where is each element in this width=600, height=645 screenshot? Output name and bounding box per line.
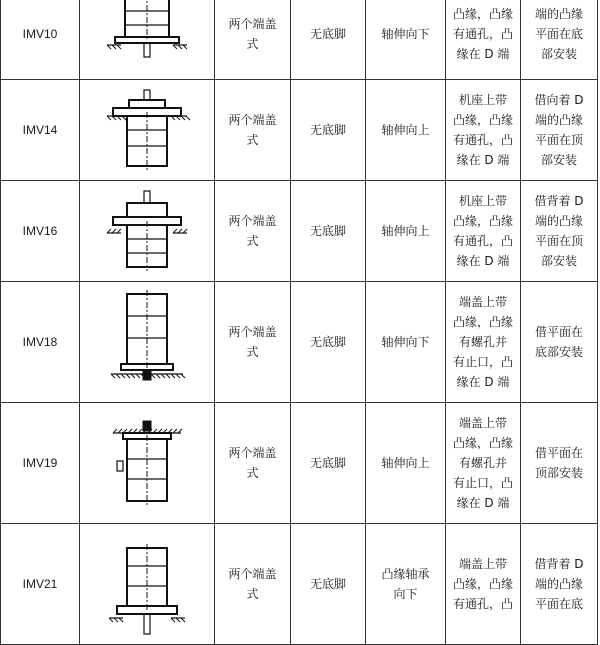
feet-cell: 无底脚 [291, 524, 366, 645]
cover-text-line: 两个端盖 [228, 17, 277, 31]
table-row [1, 403, 598, 524]
type-code-cell: IMV16 [1, 181, 80, 282]
vertical-motor-base-top-icon [80, 403, 214, 523]
shaft-direction-cell [366, 181, 446, 282]
mounting-text-line: 平面在顶 [534, 133, 583, 147]
type-code-cell: IMV10 [1, 0, 80, 80]
flange-text-line: 缘在 D 端 [456, 375, 510, 389]
shaft-direction-cell [366, 80, 446, 181]
mounting-cell [521, 0, 598, 80]
diagram-cell [80, 524, 215, 645]
cover-text-line: 式 [246, 133, 259, 147]
table-row [1, 524, 598, 645]
vertical-motor-flange-bottom-bearing-icon [80, 524, 214, 644]
type-code-cell: IMV14 [1, 80, 80, 181]
end-cover-cell [215, 282, 291, 403]
feet-cell: 无底脚 [291, 0, 366, 80]
mounting-text-line: 端的凸缘 [534, 7, 583, 21]
flange-text-line: 凸缘，凸缘 [452, 214, 513, 228]
mounting-cell [521, 80, 598, 181]
flange-text-line: 凸缘，凸缘 [452, 436, 513, 450]
flange-cell [446, 80, 521, 181]
end-cover-cell [215, 181, 291, 282]
mounting-cell [521, 181, 598, 282]
flange-text-line: 缘在 D 端 [456, 47, 510, 61]
flange-text-line: 凸缘，凸缘 [452, 577, 513, 591]
type-code-cell: IMV21 [1, 524, 80, 645]
mounting-text-line: 平面在底 [534, 597, 583, 611]
flange-text-line: 端盖上带 [458, 557, 507, 571]
flange-cell [446, 403, 521, 524]
shaft-text-line: 凸缘轴承 [381, 567, 430, 581]
flange-text-line: 凸缘，凸缘 [452, 7, 513, 21]
shaft-text-line: 轴伸向下 [381, 335, 430, 349]
type-code-cell: IMV19 [1, 403, 80, 524]
cover-text-line: 式 [246, 466, 259, 480]
flange-text-line: 有螺孔并 [458, 335, 507, 349]
flange-text-line: 缘在 D 端 [456, 153, 510, 167]
flange-text-line: 机座上带 [458, 194, 507, 208]
cover-text-line: 两个端盖 [228, 446, 277, 460]
feet-cell: 无底脚 [291, 403, 366, 524]
shaft-direction-cell [366, 403, 446, 524]
table-row [1, 282, 598, 403]
end-cover-cell [215, 403, 291, 524]
mounting-text-line: 借背着 D [534, 194, 584, 208]
vertical-motor-flange-middle-icon [80, 181, 214, 281]
shaft-text-line: 轴伸向上 [381, 456, 430, 470]
cover-text-line: 式 [246, 587, 259, 601]
mounting-text-line: 部安装 [540, 254, 577, 268]
mounting-text-line: 端的凸缘 [534, 214, 583, 228]
flange-text-line: 端盖上带 [458, 295, 507, 309]
end-cover-cell [215, 80, 291, 181]
shaft-direction-cell [366, 0, 446, 80]
end-cover-cell [215, 524, 291, 645]
flange-text-line: 缘在 D 端 [456, 496, 510, 510]
mounting-text-line: 端的凸缘 [534, 577, 583, 591]
table-row [1, 80, 598, 181]
diagram-cell [80, 0, 215, 80]
mounting-text-line: 平面在底 [534, 27, 583, 41]
flange-text-line: 有止口，凸 [452, 355, 513, 369]
cover-text-line: 式 [246, 234, 259, 248]
diagram-cell [80, 282, 215, 403]
shaft-direction-cell [366, 524, 446, 645]
flange-text-line: 凸缘，凸缘 [452, 315, 513, 329]
mounting-cell [521, 282, 598, 403]
shaft-text-line: 轴伸向下 [381, 27, 430, 41]
feet-cell: 无底脚 [291, 181, 366, 282]
end-cover-cell [215, 0, 291, 80]
mounting-text-line: 借背着 D [534, 557, 584, 571]
mounting-text-line: 借平面在 [534, 446, 583, 460]
flange-text-line: 凸缘，凸缘 [452, 113, 513, 127]
table-row [1, 181, 598, 282]
vertical-motor-flange-bottom-icon [80, 0, 214, 79]
diagram-cell [80, 181, 215, 282]
flange-text-line: 有通孔，凸 [452, 234, 513, 248]
mounting-text-line: 部安装 [540, 47, 577, 61]
flange-cell [446, 282, 521, 403]
mounting-text-line: 部安装 [540, 153, 577, 167]
flange-text-line: 有通孔，凸 [452, 597, 513, 611]
shaft-direction-cell [366, 282, 446, 403]
cover-text-line: 式 [246, 345, 259, 359]
flange-text-line: 有通孔，凸 [452, 133, 513, 147]
flange-cell [446, 0, 521, 80]
cover-text-line: 式 [246, 37, 259, 51]
shaft-text-line: 轴伸向上 [381, 123, 430, 137]
mounting-text-line: 平面在顶 [534, 234, 583, 248]
mounting-text-line: 端的凸缘 [534, 113, 583, 127]
flange-cell [446, 524, 521, 645]
vertical-motor-flange-top-icon [80, 80, 214, 180]
cover-text-line: 两个端盖 [228, 567, 277, 581]
cover-text-line: 两个端盖 [228, 214, 277, 228]
flange-text-line: 有螺孔并 [458, 456, 507, 470]
table-row [1, 0, 598, 80]
shaft-text-line: 向下 [393, 587, 418, 601]
flange-text-line: 机座上带 [458, 93, 507, 107]
mounting-text-line: 借平面在 [534, 325, 583, 339]
diagram-cell [80, 80, 215, 181]
diagram-cell [80, 403, 215, 524]
mounting-text-line: 借向着 D [534, 93, 584, 107]
feet-cell: 无底脚 [291, 80, 366, 181]
cover-text-line: 两个端盖 [228, 113, 277, 127]
mounting-cell [521, 403, 598, 524]
shaft-text-line: 轴伸向上 [381, 224, 430, 238]
vertical-motor-base-bottom-icon [80, 282, 214, 402]
flange-text-line: 缘在 D 端 [456, 254, 510, 268]
mounting-text-line: 底部安装 [534, 345, 583, 359]
type-code-cell: IMV18 [1, 282, 80, 403]
feet-cell: 无底脚 [291, 282, 366, 403]
cover-text-line: 两个端盖 [228, 325, 277, 339]
mounting-cell [521, 524, 598, 645]
flange-text-line: 有通孔，凸 [452, 27, 513, 41]
flange-cell [446, 181, 521, 282]
mounting-text-line: 顶部安装 [534, 466, 583, 480]
flange-text-line: 端盖上带 [458, 416, 507, 430]
flange-text-line: 有止口，凸 [452, 476, 513, 490]
